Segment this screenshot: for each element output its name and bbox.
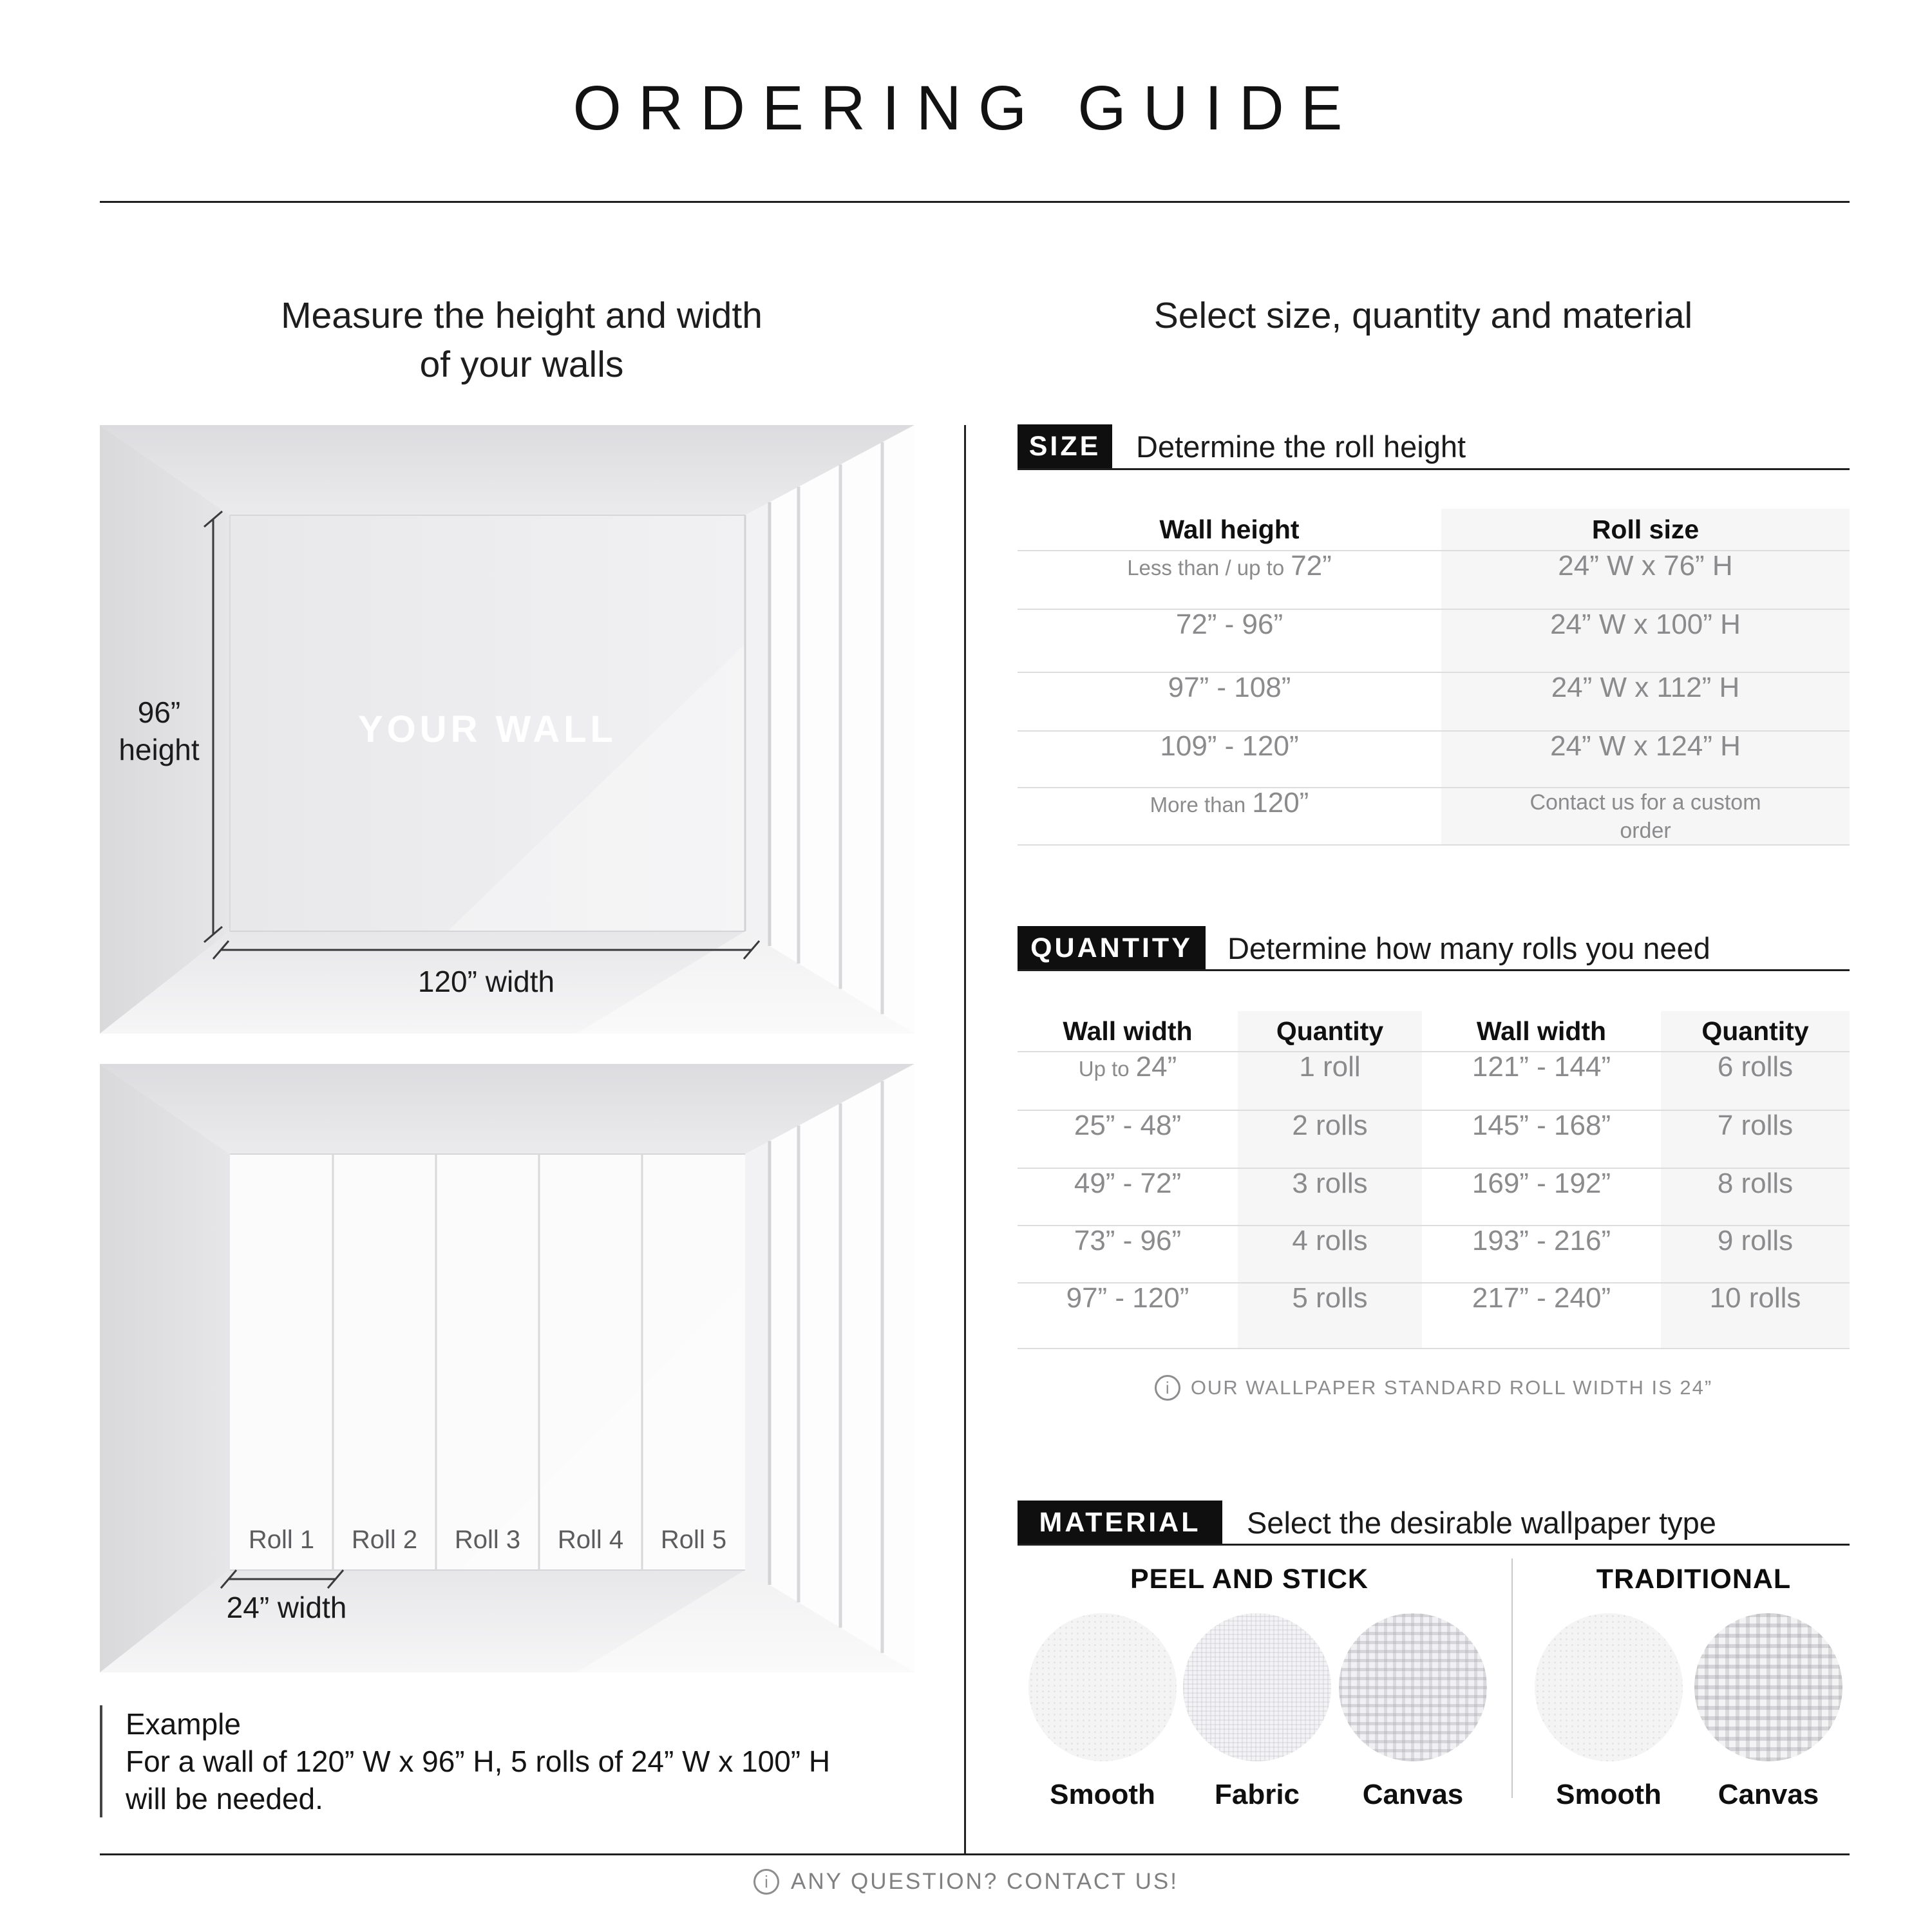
height-dimension-value: 96” xyxy=(137,696,181,729)
roll-width-note xyxy=(1018,1375,1850,1401)
quantity-badge: QUANTITY xyxy=(1018,926,1206,970)
footer-note-text: ANY QUESTION? CONTACT US! xyxy=(790,1869,1179,1894)
size-subtitle: Determine the roll height xyxy=(1136,430,1466,464)
select-heading: Select size, quantity and material xyxy=(1153,295,1693,336)
size-row-value: 72” xyxy=(1291,550,1332,582)
material-group-divider xyxy=(1511,1558,1513,1798)
qty-row-quantity: 2 rolls xyxy=(1292,1110,1368,1141)
qty-col-header-quantity-1: Quantity xyxy=(1276,1016,1384,1046)
qty-row-quantity: 9 rolls xyxy=(1717,1225,1794,1256)
size-row-roll-size: 24” W x 76” H xyxy=(1558,550,1733,582)
qty-row-wall-width: 193” - 216” xyxy=(1472,1225,1611,1256)
quantity-table xyxy=(1018,1011,1850,1349)
roll-label-5: Roll 5 xyxy=(660,1526,727,1554)
material-badge: MATERIAL xyxy=(1018,1501,1222,1544)
size-row-value: 72” - 96” xyxy=(1175,609,1283,640)
footer-divider xyxy=(100,1853,1850,1855)
size-table xyxy=(1018,509,1850,846)
quantity-subtitle: Determine how many rolls you need xyxy=(1227,931,1710,965)
size-row-roll-size: 24” W x 112” H xyxy=(1551,672,1740,703)
measure-heading-line2: of your walls xyxy=(419,344,624,385)
qty-row-quantity: 5 rolls xyxy=(1292,1282,1368,1314)
qty-row-wall-width xyxy=(1018,1282,1238,1348)
swatch-traditional-smooth xyxy=(1535,1613,1683,1761)
size-underline xyxy=(1018,468,1850,470)
info-icon: i xyxy=(1155,1375,1180,1401)
qty-row-quantity: 10 rolls xyxy=(1709,1282,1801,1314)
row-separator xyxy=(1018,1348,1850,1349)
qty-row-value: 25” - 48” xyxy=(1074,1110,1182,1141)
size-row-prefix: Less than / up to xyxy=(1127,556,1285,580)
material-underline xyxy=(1018,1544,1850,1546)
title-divider xyxy=(100,201,1850,203)
qty-row-wall-width: 145” - 168” xyxy=(1472,1110,1611,1141)
quantity-underline xyxy=(1018,969,1850,971)
swatch-label-smooth-2: Smooth xyxy=(1556,1779,1662,1810)
size-row-roll-size: 24” W x 124” H xyxy=(1550,730,1741,762)
qty-row-value: 24” xyxy=(1135,1051,1177,1083)
qty-col-header-quantity-2: Quantity xyxy=(1701,1016,1809,1046)
roll-label-2: Roll 2 xyxy=(351,1526,418,1554)
example-note xyxy=(100,1705,937,1817)
swatch-label-smooth: Smooth xyxy=(1050,1779,1155,1810)
size-row-wall-height xyxy=(1018,550,1441,609)
example-line1: For a wall of 120” W x 96” H, 5 rolls of 24” W x 100” H xyxy=(126,1745,831,1778)
room-illustration-rolls xyxy=(100,1064,914,1676)
custom-order-text: Contact us for a custom order xyxy=(1530,790,1761,843)
qty-col-header-wall-width-1: Wall width xyxy=(1063,1016,1193,1046)
qty-row-wall-width xyxy=(1018,1225,1238,1282)
room1-left-wall xyxy=(100,425,230,1034)
material-subtitle: Select the desirable wallpaper type xyxy=(1247,1505,1716,1540)
qty-row-wall-width xyxy=(1018,1168,1238,1225)
height-dimension-word: height xyxy=(118,733,200,766)
measure-heading-line1: Measure the height and width xyxy=(281,295,762,336)
swatch-label-fabric: Fabric xyxy=(1214,1779,1300,1810)
swatch-peel-smooth xyxy=(1028,1613,1177,1761)
info-icon: i xyxy=(753,1869,779,1895)
example-title: Example xyxy=(126,1707,241,1741)
size-row-roll-size: 24” W x 100” H xyxy=(1550,609,1741,640)
qty-row-wall-width: 217” - 240” xyxy=(1472,1282,1611,1314)
roll-width-dimension-label: 24” width xyxy=(226,1591,347,1624)
qty-row-value: 97” - 120” xyxy=(1066,1282,1189,1314)
room2-left-wall xyxy=(100,1064,230,1672)
swatch-label-canvas-2: Canvas xyxy=(1718,1779,1819,1810)
size-row-wall-height xyxy=(1018,609,1441,672)
roll-label-4: Roll 4 xyxy=(557,1526,624,1554)
roll-label-3: Roll 3 xyxy=(454,1526,521,1554)
size-row-wall-height xyxy=(1018,672,1441,730)
size-row-wall-height xyxy=(1018,787,1441,846)
qty-row-wall-width xyxy=(1018,1110,1238,1168)
qty-row-value: 73” - 96” xyxy=(1074,1225,1182,1256)
qty-row-quantity: 4 rolls xyxy=(1292,1225,1368,1256)
your-wall-label: YOUR WALL xyxy=(358,708,617,750)
qty-row-value: 49” - 72” xyxy=(1074,1168,1182,1199)
size-row-roll-size xyxy=(1441,787,1850,846)
column-divider xyxy=(964,425,966,1853)
qty-row-quantity: 6 rolls xyxy=(1717,1051,1794,1083)
qty-row-wall-width xyxy=(1018,1051,1238,1110)
qty-row-prefix: Up to xyxy=(1078,1057,1130,1081)
size-badge: SIZE xyxy=(1018,424,1112,469)
swatch-peel-fabric xyxy=(1183,1613,1331,1761)
qty-row-quantity: 8 rolls xyxy=(1717,1168,1794,1199)
qty-row-wall-width: 169” - 192” xyxy=(1472,1168,1611,1199)
qty-row-wall-width: 121” - 144” xyxy=(1472,1051,1611,1083)
material-group-traditional: TRADITIONAL xyxy=(1596,1564,1792,1595)
qty-row-quantity: 1 roll xyxy=(1299,1051,1361,1083)
row-separator xyxy=(1018,844,1850,846)
measure-heading xyxy=(103,291,940,389)
roll-label-1: Roll 1 xyxy=(248,1526,315,1554)
material-group-peel-and-stick: PEEL AND STICK xyxy=(1130,1564,1368,1595)
swatch-peel-canvas xyxy=(1339,1613,1487,1761)
size-row-value: 120” xyxy=(1252,787,1309,819)
size-row-prefix: More than xyxy=(1150,793,1246,817)
size-row-value: 109” - 120” xyxy=(1160,730,1299,762)
qty-row-quantity: 7 rolls xyxy=(1717,1110,1794,1141)
page-title: ORDERING GUIDE xyxy=(573,73,1359,143)
swatch-label-canvas: Canvas xyxy=(1362,1779,1464,1810)
width-dimension-label: 120” width xyxy=(417,965,555,998)
room-illustration-measure xyxy=(100,425,914,1034)
example-line2: will be needed. xyxy=(126,1782,323,1815)
size-col-header-wall-height: Wall height xyxy=(1159,514,1300,544)
qty-col-header-wall-width-2: Wall width xyxy=(1476,1016,1607,1046)
roll-width-note-text: OUR WALLPAPER STANDARD ROLL WIDTH IS 24” xyxy=(1190,1376,1713,1399)
size-row-wall-height xyxy=(1018,730,1441,787)
swatch-traditional-canvas xyxy=(1694,1613,1842,1761)
footer-note xyxy=(0,1869,1932,1895)
qty-row-quantity: 3 rolls xyxy=(1292,1168,1368,1199)
size-row-value: 97” - 108” xyxy=(1168,672,1291,703)
size-col-header-roll-size: Roll size xyxy=(1591,514,1700,544)
